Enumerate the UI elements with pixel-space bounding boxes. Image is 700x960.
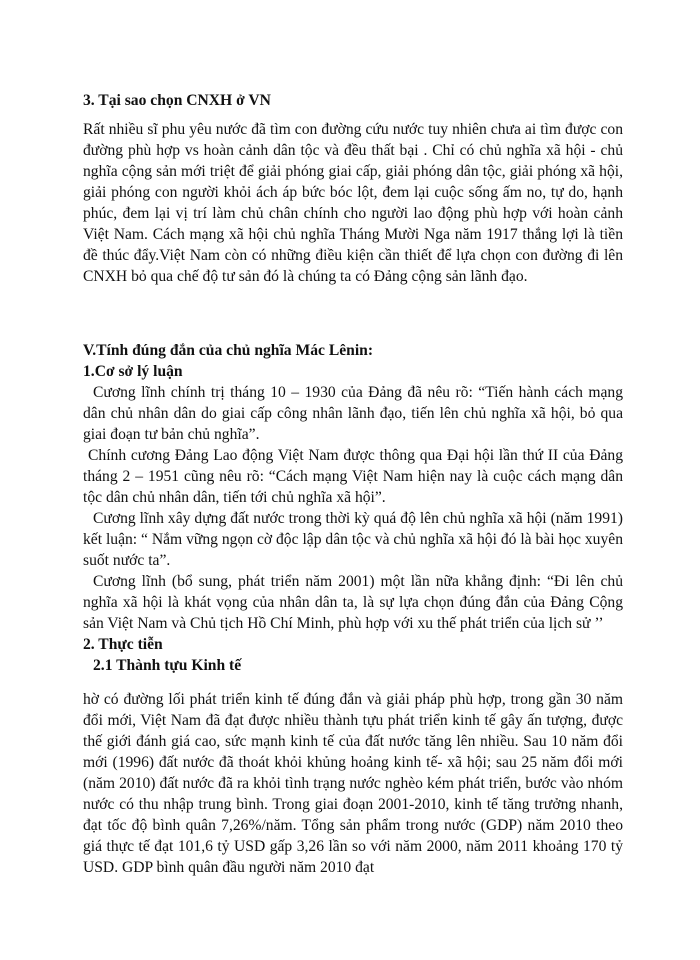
- subsection-2-1-heading: 2.1 Thành tựu Kinh tế: [93, 657, 242, 674]
- theory-paragraphs: [83, 382, 623, 632]
- economy-paragraph: [83, 689, 623, 909]
- theory-paragraph-3: Cương lĩnh xây dựng đất nước trong thời kỳ quá độ lên chủ nghĩa xã hội (năm 1991) kết luận: “ Nắm vững ngọn cờ độc lập dân tộc và chủ nghĩa xã hội đó là bài học xuyên suốt nước ta”.: [83, 510, 623, 569]
- economy-text: hờ có đường lối phát triển kinh tế đúng đắn và giải pháp phù hợp, trong gần 30 năm đổi mới, Việt Nam đã đạt được nhiều thành tựu phát triển kinh tế gây ấn tượng, được thế giới đánh giá cao, sức mạnh kinh tế của đất nước tăng lên nhiều. Sau 10 năm đổi mới (1996) đất nước đã thoát khỏi khủng hoảng kinh tế- xã hội; sau 25 năm đổi mới (năm 2010) đất nước đã ra khỏi tình trạng nước nghèo kém phát triển, bước vào nhóm nước có thu nhập trung bình. Trong giai đoạn 2001-2010, kinh tế tăng trưởng nhanh, đạt tốc độ bình quân 7,26%/năm. Tổng sản phẩm trong nước (GDP) năm 2010 theo giá thực tế đạt 101,6 tỷ USD gấp 3,26 lần so với năm 2000, năm 2011 khoảng 170 tỷ USD. GDP bình quân đầu người năm 2010 đạt: [83, 691, 623, 876]
- subsection-2-heading: 2. Thực tiễn: [83, 636, 163, 653]
- theory-paragraph-4: Cương lĩnh (bổ sung, phát triển năm 2001) một lần nữa khẳng định: “Đi lên chủ nghĩa xã hội là khát vọng của nhân dân ta, là sự lựa chọn đúng đắn của Đảng Cộng sản Việt Nam và Chủ tịch Hồ Chí Minh, phù hợp với xu thế phát triển của lịch sử ’’: [83, 573, 623, 632]
- theory-paragraph-2: Chính cương Đảng Lao động Việt Nam được thông qua Đại hội lần thứ II của Đảng tháng 2 – 1951 cũng nêu rõ: “Cách mạng Việt Nam hiện nay là cuộc cách mạng dân tộc dân chủ nhân dân, tiến tới chủ nghĩa xã hội”.: [83, 447, 623, 506]
- section-3-text: Rất nhiều sĩ phu yêu nước đã tìm con đường cứu nước tuy nhiên chưa ai tìm được con đường phù hợp vs hoàn cảnh dân tộc và đều thất bại . Chỉ có chủ nghĩa xã hội - chủ nghĩa cộng sản mới triệt để giải phóng giai cấp, giải phóng dân tộc, giải phóng xã hội, giải phóng con người khỏi ách áp bức bóc lột, đem lại cuộc sống ấm no, tự do, hạnh phúc, đem lại vị trí làm chủ chân chính cho người lao động phù hợp với hoàn cảnh Việt Nam. Cách mạng xã hội chủ nghĩa Tháng Mười Nga năm 1917 thắng lợi là tiền đề thúc đẩy.Việt Nam còn có những điều kiện cần thiết để lựa chọn con đường đi lên CNXH bỏ qua chế độ tư sản đó là chúng ta có Đảng cộng sản lãnh đạo.: [83, 121, 623, 285]
- section-v-heading: V.Tính đúng đắn của chủ nghĩa Mác Lênin:: [83, 342, 374, 359]
- section-3-heading: 3. Tại sao chọn CNXH ở VN: [83, 92, 271, 109]
- section-3-paragraph: [83, 119, 623, 289]
- subsection-1-heading: 1.Cơ sở lý luận: [83, 363, 183, 380]
- theory-paragraph-1: Cương lĩnh chính trị tháng 10 – 1930 của Đảng đã nêu rõ: “Tiến hành cách mạng dân chủ nhân dân do giai cấp công nhân lãnh đạo, tiến lên chủ nghĩa xã hội, bỏ qua giai đoạn tư bản chủ nghĩa”.: [83, 384, 623, 443]
